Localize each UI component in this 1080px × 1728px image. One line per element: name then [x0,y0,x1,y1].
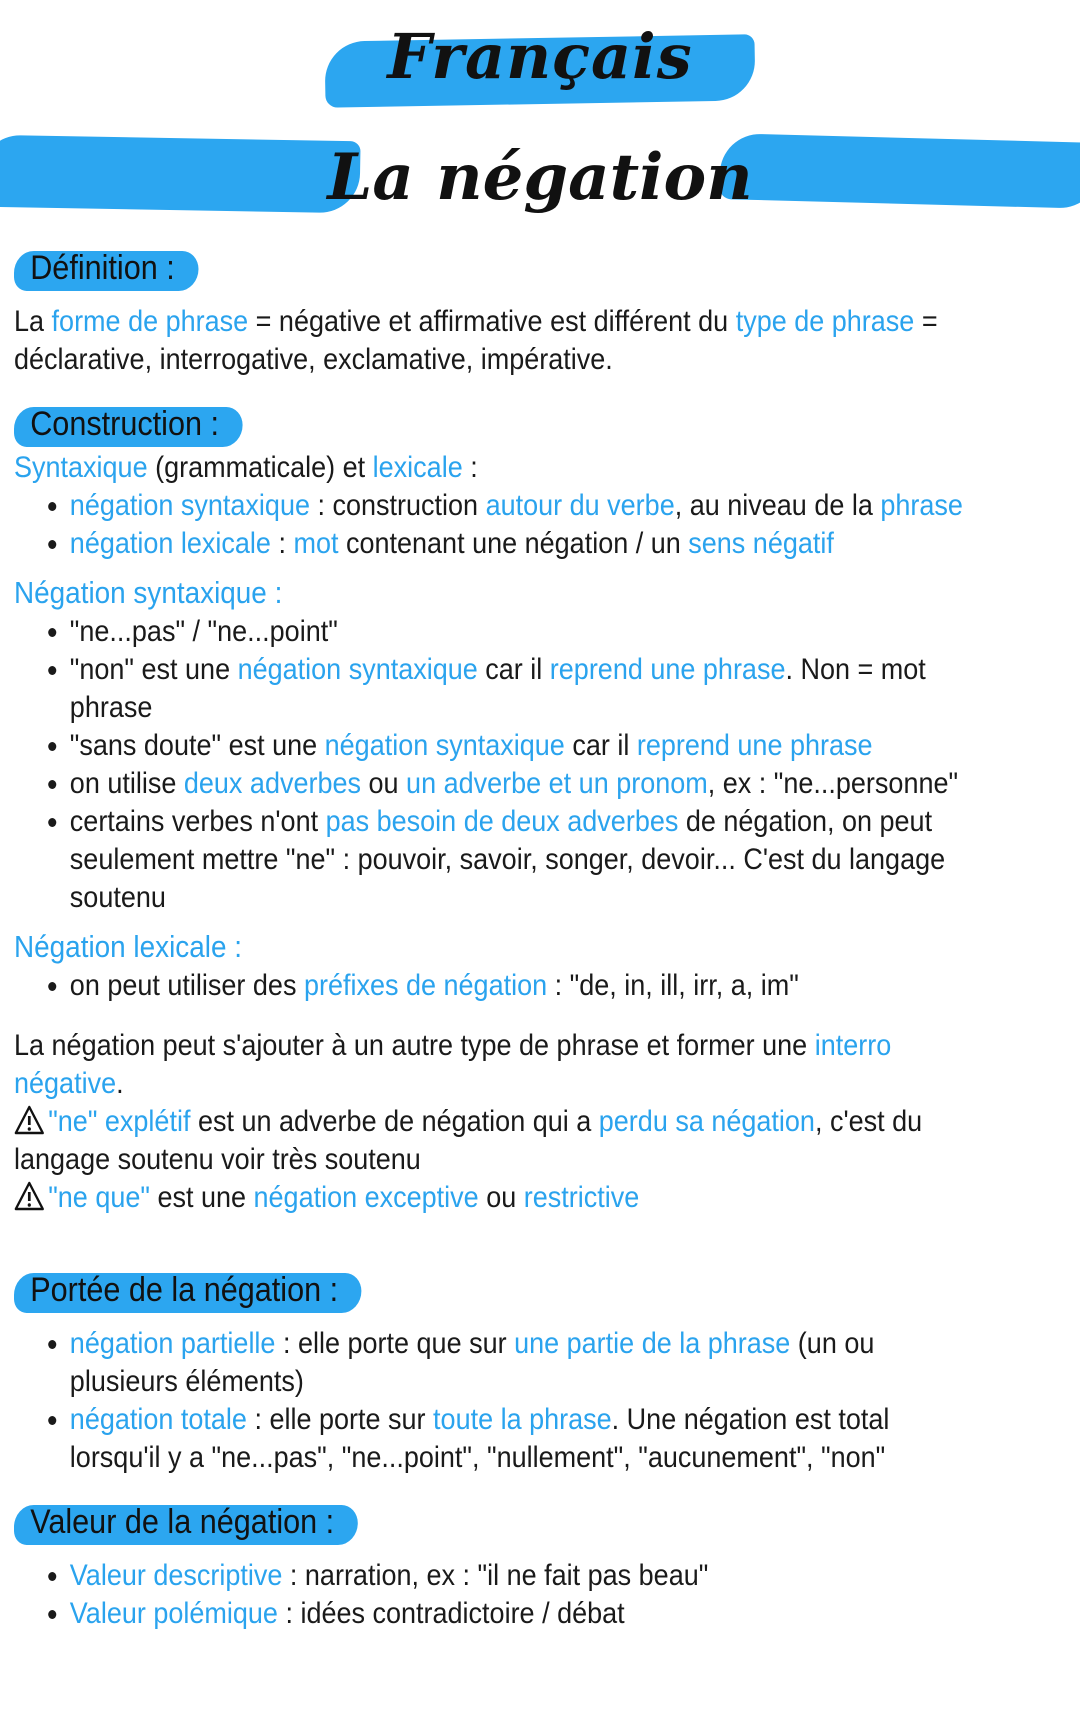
warning-triangle-icon [14,1181,45,1211]
term: une partie de la phrase [514,1327,791,1360]
list-item [70,487,964,525]
text: on utilise [69,767,184,800]
term: autour du verbe [485,489,675,522]
definition-text [14,303,964,379]
subject-title: Français [387,20,693,93]
text: ou [361,767,407,800]
term-type-de-phrase: type de phrase [735,305,915,338]
term: toute la phrase [433,1403,612,1436]
definition-heading: Définition : [14,245,198,293]
note-ne-que [14,1179,964,1217]
term: reprend une phrase [549,653,786,686]
construction-list [14,487,964,563]
term-forme-de-phrase: forme de phrase [51,305,249,338]
list-item [70,803,964,917]
valeur-heading: Valeur de la négation : [14,1499,358,1547]
text: car il [564,729,637,762]
term-syntaxique: Syntaxique [14,451,148,484]
note-ne-expletif [14,1103,964,1179]
list-item [70,727,964,765]
text: : elle porte sur [246,1403,434,1436]
term: interro négative [14,1029,892,1100]
text: est un adverbe de négation qui a [190,1105,599,1138]
text: La négation peut s'ajouter à un autre type de phrase et former une [14,1029,815,1062]
text: "sans doute" est une [69,729,325,762]
term: reprend une phrase [636,729,873,762]
warning-triangle-icon [14,1105,45,1135]
text: : [462,451,478,484]
construction-intro [14,449,964,487]
term: "ne que" [48,1181,150,1214]
text: est une [149,1181,254,1214]
text: : "de, in, ill, irr, a, im" [547,969,799,1002]
text: : elle porte que sur [275,1327,515,1360]
text: La [14,305,52,338]
term: restrictive [523,1181,640,1214]
text: : idées contradictoire / débat [277,1597,625,1630]
text: ou [478,1181,524,1214]
text: , c'est du langage soutenu voir très soutenu [14,1105,923,1176]
list-item [70,525,964,563]
term: négation syntaxique [237,653,478,686]
term: négation totale [69,1403,247,1436]
text: on peut utiliser des [69,969,304,1002]
syntaxique-subheading: Négation syntaxique : [14,575,283,610]
term: phrase [880,489,963,522]
text: certains verbes n'ont [69,805,326,838]
text: (un ou plusieurs éléments) [69,1327,875,1398]
term: Valeur descriptive [69,1559,283,1592]
note-interro-negative [14,1027,964,1103]
list-item [70,1401,964,1477]
term: négation exceptive [253,1181,479,1214]
term: pas besoin de deux adverbes [325,805,679,838]
term: "ne" explétif [48,1105,191,1138]
text: . [116,1067,124,1100]
construction-heading: Construction : [14,401,242,449]
text: : construction [309,489,486,522]
text: car il [477,653,550,686]
lexicale-subheading: Négation lexicale : [14,929,242,964]
term: un adverbe et un pronom [406,767,708,800]
list-item [70,1325,964,1401]
term: Valeur polémique [69,1597,278,1630]
term: négation partielle [69,1327,276,1360]
term: préfixes de négation [303,969,548,1002]
list-item [70,1557,964,1595]
list-item [70,967,964,1005]
term: mot [293,527,339,560]
text: = déclarative, interrogative, exclamative, impérative. [14,305,938,376]
text: . Non = mot phrase [69,653,926,724]
list-item: • "ne...pas" / "ne...point" [70,613,964,651]
text: (grammaticale) et [147,451,373,484]
text: , ex : "ne...personne" [707,767,959,800]
list-item [70,1595,964,1633]
text: "non" est une [69,653,238,686]
term: négation syntaxique [324,729,565,762]
syntaxique-list [14,613,964,917]
term-lexicale: lexicale [372,451,463,484]
text: : [270,527,294,560]
term: perdu sa négation [598,1105,815,1138]
text: . Une négation est total lorsqu'il y a "ne...pas", "ne...point", "nullement", "aucunement", "non" [69,1403,890,1474]
page-title: La négation [327,140,753,215]
text: , au niveau de la [674,489,881,522]
text: contenant une négation / un [338,527,689,560]
term: sens négatif [688,527,834,560]
valeur-list [14,1557,964,1633]
list-item [70,651,964,727]
term: négation lexicale [69,527,271,560]
text: : narration, ex : "il ne fait pas beau" [282,1559,709,1592]
list-item [70,765,964,803]
term: deux adverbes [183,767,362,800]
lexicale-list [14,967,964,1005]
portee-heading: Portée de la négation : [14,1267,362,1315]
term: négation syntaxique [69,489,310,522]
notes-content [14,245,964,1633]
text: de négation, on peut seulement mettre "ne" : pouvoir, savoir, songer, devoir... C'est du langage soutenu [69,805,946,914]
text: = négative et affirmative est différent du [248,305,736,338]
portee-list [14,1325,964,1477]
